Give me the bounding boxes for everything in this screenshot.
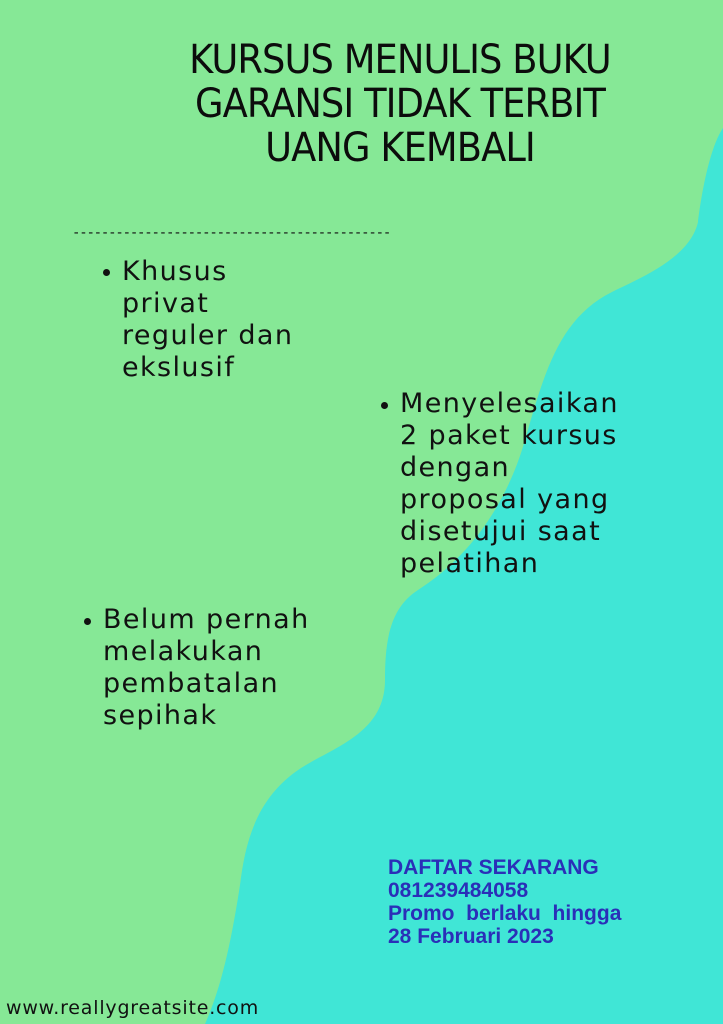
bullet-text <box>122 256 293 384</box>
bullet-line: privat <box>122 288 210 319</box>
bullet-line: proposal yang <box>400 484 610 515</box>
bullet-line: reguler dan <box>122 320 294 351</box>
bullet-text <box>400 388 619 580</box>
bullet-line: pelatihan <box>400 548 540 579</box>
bullet-line: dengan <box>400 452 511 483</box>
bullet-line: pembatalan <box>103 668 280 699</box>
cta-promo-line-2: 28 Februari 2023 <box>388 925 554 948</box>
cta-phone: 081239484058 <box>388 879 529 902</box>
title-line-3: UANG KEMBALI <box>265 125 535 171</box>
website-link[interactable]: www.reallygreatsite.com <box>6 997 260 1019</box>
title-line-1: KURSUS MENULIS BUKU <box>189 37 611 83</box>
bullet-line: 2 paket kursus <box>400 420 618 451</box>
bullet-item-3 <box>103 604 310 732</box>
dashed-divider: -------------------------------------------- <box>72 225 391 241</box>
bullet-line: Belum pernah <box>103 604 310 635</box>
page-title <box>142 38 657 170</box>
bullet-line: melakukan <box>103 636 264 667</box>
call-to-action-block <box>388 856 621 948</box>
bullet-dot-icon <box>103 269 110 276</box>
bullet-line: sepihak <box>103 700 218 731</box>
bullet-line: disetujui saat <box>400 516 602 547</box>
bullet-dot-icon <box>84 618 91 625</box>
bullet-dot-icon <box>381 402 388 409</box>
bullet-item-2 <box>400 388 619 580</box>
bullet-line: Khusus <box>122 256 228 287</box>
cta-promo-line-1: Promo berlaku hingga <box>388 902 622 925</box>
bullet-text <box>103 604 310 732</box>
bullet-item-1 <box>122 256 293 384</box>
bullet-line: Menyelesaikan <box>400 388 619 419</box>
cta-label: DAFTAR SEKARANG <box>388 856 599 879</box>
title-line-2: GARANSI TIDAK TERBIT <box>195 81 605 127</box>
bullet-line: ekslusif <box>122 352 236 383</box>
